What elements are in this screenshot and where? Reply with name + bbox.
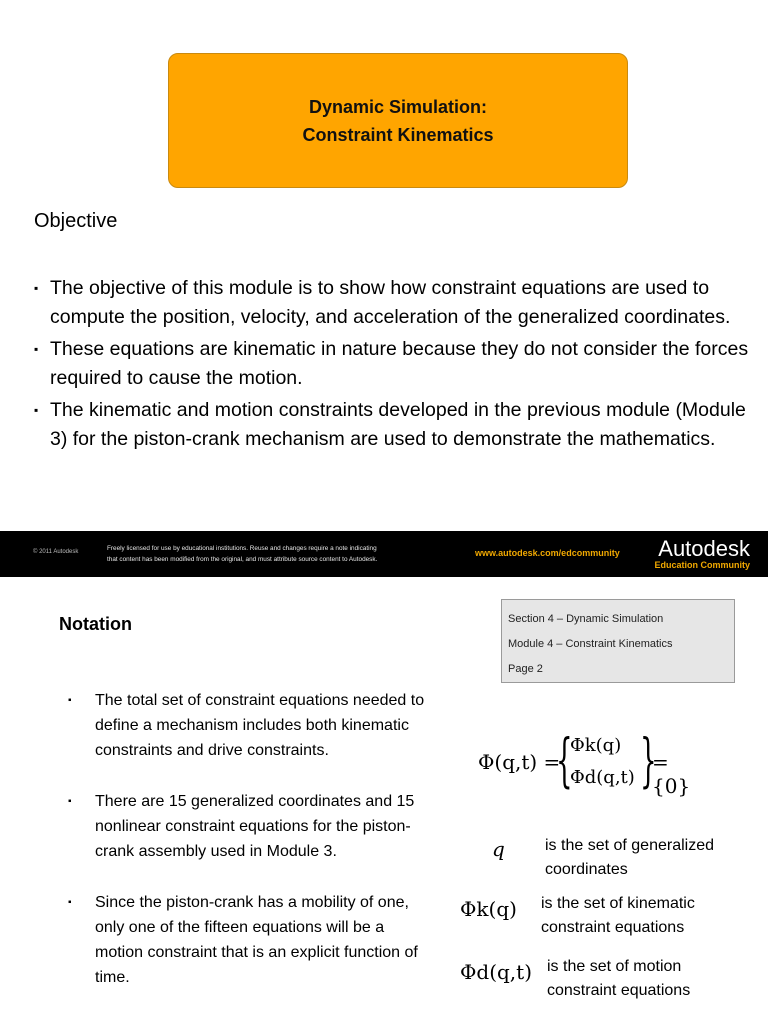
right-brace: } — [640, 726, 657, 794]
license-line-1: Freely licensed for use by educational institutions. Reuse and changes require a note indicating — [107, 545, 377, 552]
definition-text-motion: is the set of motion constraint equations — [547, 958, 691, 999]
square-bullet-icon: ▪ — [34, 403, 39, 417]
footer-band — [0, 531, 768, 577]
objective-list — [34, 274, 754, 457]
left-brace: { — [556, 726, 573, 794]
objective-heading: Objective — [34, 210, 118, 232]
objective-bullet — [34, 335, 754, 393]
square-bullet-icon: ▪ — [34, 342, 39, 356]
slide-title-box — [168, 53, 628, 188]
definition-symbol-motion: Φd(q,t) — [460, 960, 533, 984]
definition-symbol-kinematic: Φk(q) — [460, 897, 517, 921]
objective-text: The kinematic and motion constraints developed in the previous module (Module 3) for the piston-crank mechanism are used to demonstrate the mathematics. — [50, 399, 746, 450]
autodesk-logo-subtitle: Education Community — [654, 560, 750, 570]
page-label: Page 2 — [508, 663, 543, 675]
notation-text: There are 15 generalized coordinates and 15 nonlinear constraint equations for the piston-crank assembly used in Module 3. — [95, 793, 415, 860]
square-bullet-icon: ▪ — [34, 281, 39, 295]
objective-text: These equations are kinematic in nature because they do not consider the forces required to cause the motion. — [50, 338, 749, 389]
autodesk-logo: Autodesk — [658, 536, 750, 561]
equation-kinematic-term: Φk(q) — [570, 735, 622, 756]
community-link[interactable]: www.autodesk.com/edcommunity — [475, 548, 620, 558]
notation-bullet — [68, 789, 428, 864]
license-text — [107, 543, 467, 565]
square-bullet-icon: ▪ — [68, 695, 72, 706]
square-bullet-icon: ▪ — [68, 897, 72, 908]
equation-drive-term: Φd(q,t) — [570, 767, 635, 788]
definition-symbol-q: q — [492, 837, 505, 861]
notation-heading: Notation — [59, 614, 132, 634]
module-label: Module 4 – Constraint Kinematics — [508, 638, 673, 650]
square-bullet-icon: ▪ — [68, 796, 72, 807]
notation-text: Since the piston-crank has a mobility of one, only one of the fifteen equations will be a motion constraint that is an explicit function of time. — [95, 894, 418, 986]
constraint-equation — [478, 726, 708, 799]
definition-text-kinematic: is the set of kinematic constraint equations — [541, 895, 695, 936]
title-line-2: Constraint Kinematics — [302, 124, 494, 145]
objective-text: The objective of this module is to show how constraint equations are used to compute the position, velocity, and acceleration of the generalized coordinates. — [50, 277, 731, 328]
objective-bullet — [34, 396, 754, 454]
license-line-2: that content has been modified from the original, and must attribute source content to Autodesk. — [107, 556, 378, 563]
copyright-text: © 2011 Autodesk — [33, 549, 79, 555]
section-info-box — [501, 599, 735, 683]
notation-list — [68, 688, 428, 1016]
notation-bullet — [68, 688, 428, 763]
equation-rhs: = {0} — [652, 750, 691, 798]
notation-text: The total set of constraint equations needed to define a mechanism includes both kinematic constraints and drive constraints. — [95, 692, 425, 759]
section-label: Section 4 – Dynamic Simulation — [508, 613, 664, 625]
title-line-1: Dynamic Simulation: — [308, 96, 488, 117]
equation-lhs: Φ(q,t) = — [478, 750, 561, 774]
notation-bullet — [68, 890, 428, 990]
objective-bullet — [34, 274, 754, 332]
definition-text-q: is the set of generalized coordinates — [545, 837, 714, 878]
